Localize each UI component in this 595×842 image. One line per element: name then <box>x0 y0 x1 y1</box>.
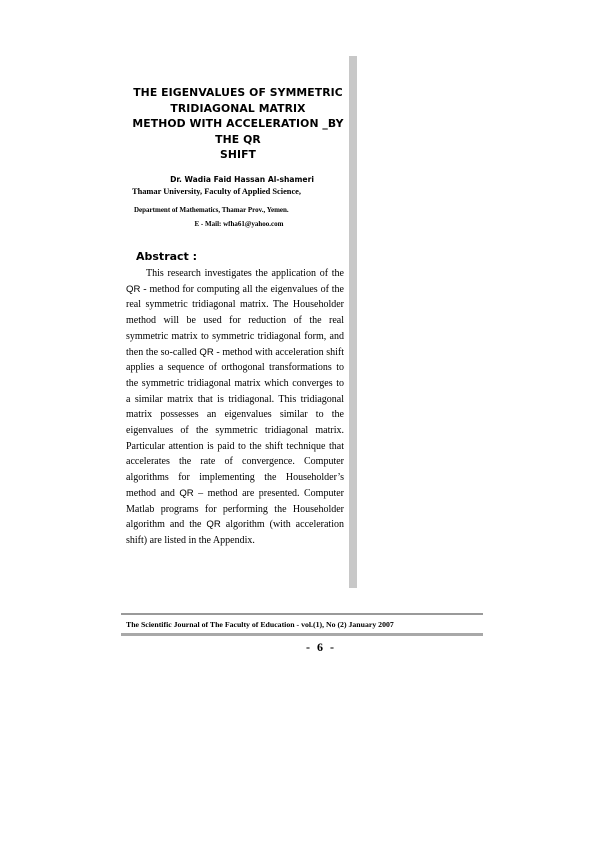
title-line-2: TRIDIAGONAL MATRIX <box>170 101 306 115</box>
title-line-1: THE EIGENVALUES OF SYMMETRIC <box>133 86 343 99</box>
qr-term: QR <box>206 519 221 531</box>
author-email: E - Mail: wfha61@yahoo.com <box>194 220 284 228</box>
author-university: Thamar University, Faculty of Applied Science, <box>132 187 301 196</box>
abstract-text-5: algorithm (with acceleration shift) are listed in the Appendix. <box>126 519 344 546</box>
abstract-heading: Abstract : <box>136 250 198 263</box>
author-department: Department of Mathematics, Thamar Prov., Yemen. <box>134 206 289 214</box>
abstract-text-1: This research investigates the application of the <box>146 268 344 279</box>
qr-term: QR <box>199 346 214 358</box>
abstract-text-3: - method with acceleration shift applies a sequence of orthogonal transformations to the symmetric tridiagonal matrix which converges to a similar matrix that is tridiagonal. This tridiagonal matrix possesses an eigenvalues similar to the eigenvalues of the symmetric tridiagonal matrix. Particular attention is paid to the shift technique that accelerates the rate of convergence. Computer algorithms for implementing the Householder’s method and <box>126 346 344 499</box>
title-line-4: SHIFT <box>219 148 257 161</box>
paper-title <box>120 85 356 163</box>
qr-term: QR <box>126 283 141 295</box>
abstract-body <box>126 266 344 549</box>
page-number: - 6 - <box>306 640 336 654</box>
abstract-text-4: – method are presented. Computer Matlab programs for performing the Householder algorithm and the <box>126 487 345 531</box>
footer-top-rule <box>121 613 483 615</box>
footer-bottom-rule <box>121 633 483 636</box>
author-name: Dr. Wadia Faid Hassan Al-shameri <box>170 175 314 184</box>
journal-citation: The Scientific Journal of The Faculty of Education - vol.(1), No (2) January 2007 <box>126 620 394 629</box>
title-line-3: METHOD WITH ACCELERATION _BY THE QR <box>132 117 344 146</box>
abstract-text-2: - method for computing all the eigenvalues of the real symmetric tridiagonal matrix. The Householder method will be used for reduction of the real symmetric matrix to symmetric tridiagonal form, and then the so-called <box>126 283 344 358</box>
author-block <box>122 174 362 230</box>
qr-term: QR <box>179 487 194 499</box>
